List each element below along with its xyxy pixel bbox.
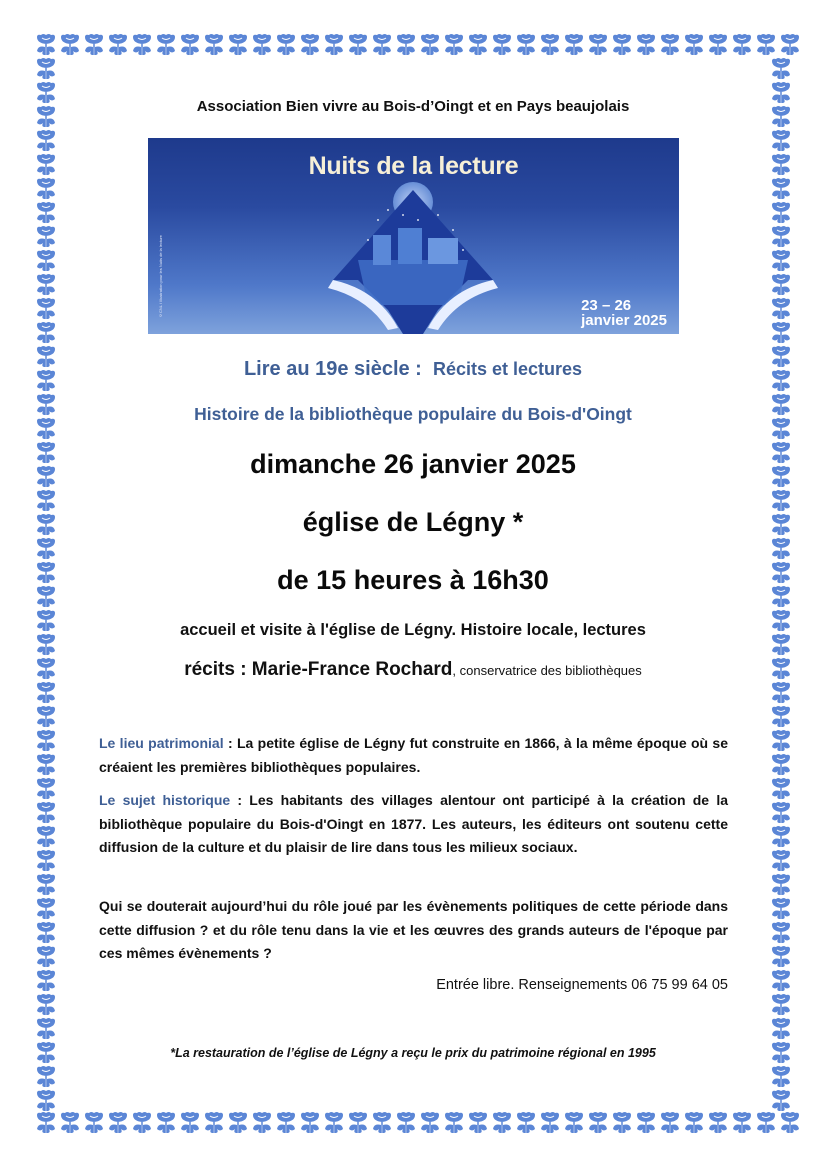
decorative-border-bottom [34,1111,802,1135]
flower-motif-icon [610,1111,634,1135]
flower-motif-icon [769,297,793,321]
flower-motif-icon [250,33,274,57]
flower-motif-icon [34,153,58,177]
flower-motif-icon [706,33,730,57]
flower-motif-icon [778,1111,802,1135]
flower-motif-icon [466,33,490,57]
decorative-border-top [34,33,802,57]
flower-motif-icon [34,705,58,729]
flower-motif-icon [34,825,58,849]
flower-motif-icon [370,33,394,57]
flower-motif-icon [769,993,793,1017]
flower-motif-icon [769,681,793,705]
flower-motif-icon [658,33,682,57]
flower-motif-icon [34,129,58,153]
flower-motif-icon [34,1017,58,1041]
flower-motif-icon [34,873,58,897]
flower-motif-icon [769,777,793,801]
flower-motif-icon [322,1111,346,1135]
flower-motif-icon [34,729,58,753]
program-line: accueil et visite à l'église de Légny. Histoire locale, lectures [180,621,646,639]
flower-motif-icon [34,201,58,225]
paragraph-text: : La petite église de Légny fut construite en 1866, à la même époque où se créaient les premières bibliothèques populaires. [99,735,728,775]
flower-motif-icon [370,1111,394,1135]
flower-motif-icon [769,969,793,993]
flower-motif-icon [34,249,58,273]
flower-motif-icon [769,753,793,777]
flower-motif-icon [769,153,793,177]
flower-motif-icon [178,1111,202,1135]
flower-motif-icon [418,33,442,57]
flower-motif-icon [202,33,226,57]
flower-motif-icon [322,33,346,57]
paragraph-text: Qui se douterait aujourd’hui du rôle joué par les évènements politiques de cette période dans cette diffusion ? et du rôle tenu dans la vie et les œuvres des grands auteurs de l'époque par ces mêmes évènements ? [99,898,728,961]
subtitle-main-text: Lire au 19e siècle : [243,358,422,380]
flower-motif-icon [730,1111,754,1135]
banner-dates-line1: 23 – 26 [581,297,632,314]
flower-motif-icon [34,969,58,993]
flower-motif-icon [34,1089,58,1113]
flower-motif-icon [226,1111,250,1135]
flower-motif-icon [34,273,58,297]
flower-motif-icon [34,57,58,81]
flower-motif-icon [769,273,793,297]
flower-motif-icon [130,1111,154,1135]
speaker-name: récits : Marie-France Rochard [184,659,453,680]
paragraph-lieu-patrimonial [99,732,728,779]
flower-motif-icon [769,825,793,849]
flower-motif-icon [514,33,538,57]
flower-motif-icon [682,33,706,57]
flower-motif-icon [490,1111,514,1135]
flower-motif-icon [34,1065,58,1089]
flower-motif-icon [34,225,58,249]
flower-motif-icon [754,1111,778,1135]
flower-motif-icon [490,33,514,57]
paragraph-label: Le sujet historique [99,792,231,808]
flower-motif-icon [769,897,793,921]
flower-motif-icon [106,1111,130,1135]
flower-motif-icon [634,1111,658,1135]
flower-motif-icon [298,33,322,57]
flower-motif-icon [34,753,58,777]
event-place: église de Légny * [302,507,524,537]
flower-motif-icon [34,993,58,1017]
flower-motif-icon [274,33,298,57]
flower-motif-icon [34,921,58,945]
flower-motif-icon [34,945,58,969]
flower-motif-icon [34,777,58,801]
event-time: de 15 heures à 16h30 [277,565,549,595]
banner-dates [581,298,667,328]
footnote: *La restauration de l’église de Légny a reçu le prix du patrimoine régional en 1995 [170,1046,656,1060]
flower-motif-icon [610,33,634,57]
flower-motif-icon [394,1111,418,1135]
flower-motif-icon [769,57,793,81]
flower-motif-icon [769,321,793,345]
flower-motif-icon [586,1111,610,1135]
flower-motif-icon [418,1111,442,1135]
subtitle-main [0,358,826,381]
flower-motif-icon [634,33,658,57]
flower-motif-icon [154,1111,178,1135]
flower-motif-icon [346,33,370,57]
paragraph-question [99,895,728,966]
flower-motif-icon [769,873,793,897]
flower-motif-icon [778,33,802,57]
banner-credit-text: ©CNL / Illustration pour les Nuits de la lecture [158,235,163,318]
flower-motif-icon [34,297,58,321]
subtitle-secondary-text: Récits et lectures [432,359,583,379]
flower-motif-icon [769,729,793,753]
flower-motif-icon [202,1111,226,1135]
flower-motif-icon [82,33,106,57]
flower-motif-icon [58,33,82,57]
flower-motif-icon [250,1111,274,1135]
flower-motif-icon [682,1111,706,1135]
flower-motif-icon [769,225,793,249]
flower-motif-icon [730,33,754,57]
flower-motif-icon [34,321,58,345]
flower-motif-icon [706,1111,730,1135]
flower-motif-icon [346,1111,370,1135]
speaker-line [0,659,826,681]
flower-motif-icon [394,33,418,57]
flower-motif-icon [769,1017,793,1041]
flower-motif-icon [769,945,793,969]
flower-motif-icon [226,33,250,57]
flower-motif-icon [106,33,130,57]
flower-motif-icon [442,33,466,57]
flower-motif-icon [769,537,793,561]
banner-dates-line2: janvier 2025 [581,312,667,329]
flower-motif-icon [562,33,586,57]
flower-motif-icon [178,33,202,57]
flower-motif-icon [82,1111,106,1135]
event-date: dimanche 26 janvier 2025 [250,449,576,479]
flower-motif-icon [769,177,793,201]
paragraph-label: Le lieu patrimonial [99,735,224,751]
flower-motif-icon [769,201,793,225]
flower-motif-icon [658,1111,682,1135]
flower-motif-icon [34,801,58,825]
flower-motif-icon [34,897,58,921]
flower-motif-icon [34,177,58,201]
flower-motif-icon [130,33,154,57]
flower-motif-icon [466,1111,490,1135]
flower-motif-icon [274,1111,298,1135]
banner-title: Nuits de la lecture [308,152,519,180]
flower-motif-icon [298,1111,322,1135]
open-book-city-illustration [318,180,508,334]
paragraph-sujet-historique [99,789,728,860]
flower-motif-icon [154,33,178,57]
flower-motif-icon [538,33,562,57]
contact-info: Entrée libre. Renseignements 06 75 99 64 05 [436,977,728,993]
flower-motif-icon [562,1111,586,1135]
paragraph-text: : Les habitants des villages alentour ont participé à la création de la bibliothèque populaire du Bois-d'Oingt en 1877. Les auteurs, les éditeurs ont soutenu cette diffusion de la culture et du plaisir de lire dans tous les milieux sociaux. [99,792,728,855]
flower-motif-icon [769,921,793,945]
flower-motif-icon [34,681,58,705]
subtitle-library-history: Histoire de la bibliothèque populaire du Bois-d'Oingt [194,404,632,424]
association-name: Association Bien vivre au Bois-d’Oingt et en Pays beaujolais [196,98,630,115]
speaker-role: , conservatrice des bibliothèques [452,663,642,678]
flower-motif-icon [34,537,58,561]
flower-motif-icon [769,801,793,825]
flower-motif-icon [754,33,778,57]
flower-motif-icon [34,1111,58,1135]
flower-motif-icon [58,1111,82,1135]
flower-motif-icon [769,849,793,873]
nuits-de-la-lecture-banner [148,138,679,334]
flower-motif-icon [34,849,58,873]
flower-motif-icon [769,249,793,273]
flower-motif-icon [769,129,793,153]
flower-motif-icon [769,705,793,729]
flower-motif-icon [769,1065,793,1089]
flower-motif-icon [769,1089,793,1113]
flower-motif-icon [34,33,58,57]
flower-motif-icon [586,33,610,57]
flower-motif-icon [442,1111,466,1135]
flower-motif-icon [514,1111,538,1135]
flower-motif-icon [538,1111,562,1135]
